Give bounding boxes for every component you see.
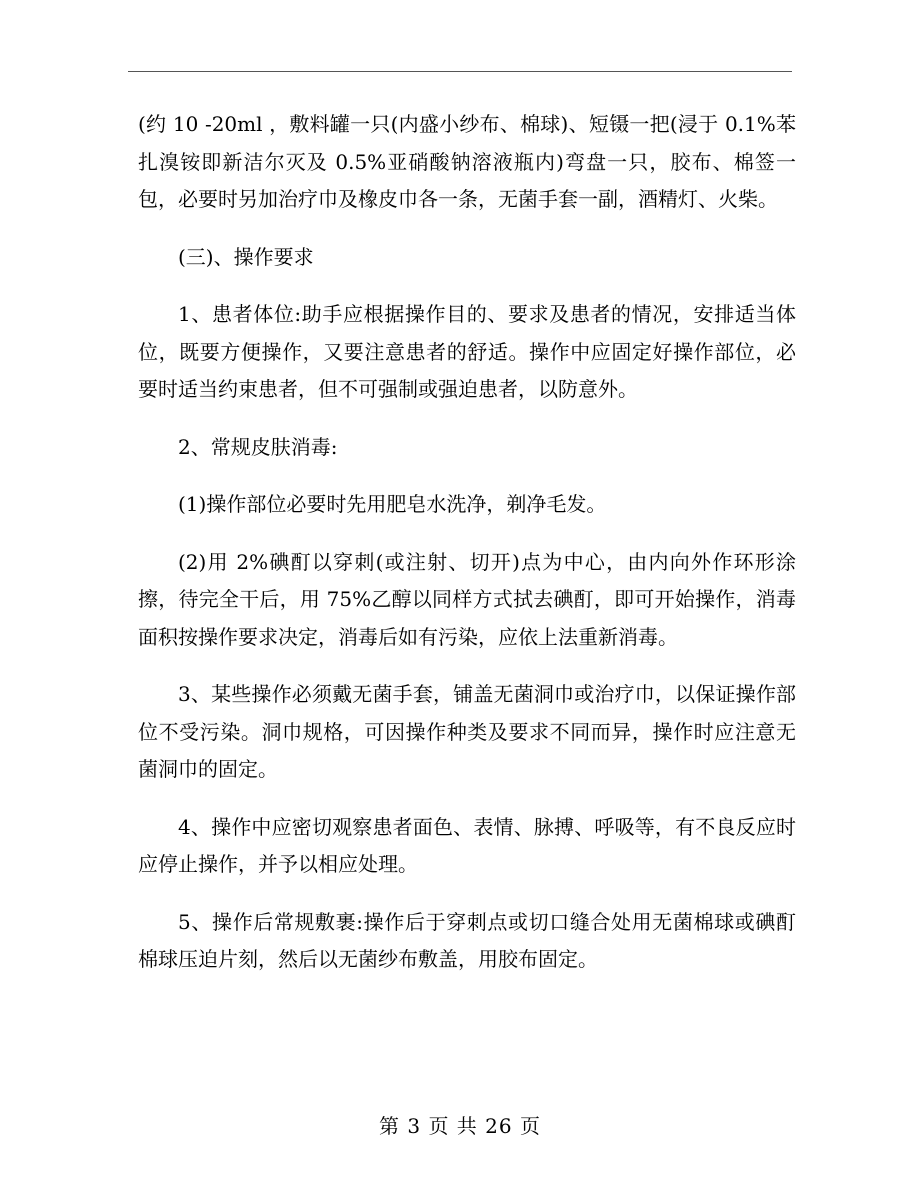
header-rule <box>128 71 792 72</box>
body-text <box>138 106 796 999</box>
paragraph-skin-disinfection-heading: 2、常规皮肤消毒: <box>178 434 338 459</box>
paragraph-observe-patient: 4、操作中应密切观察患者面色、表情、脉搏、呼吸等，有不良反应时应停止操作，并予以相应处理。 <box>138 814 796 876</box>
paragraph-disinfection-step-1: (1)操作部位必要时先用肥皂水洗净，剃净毛发。 <box>178 492 607 516</box>
paragraph-patient-position: 1、患者体位:助手应根据操作目的、要求及患者的情况，安排适当体位，既要方便操作，又要注意患者的舒适。操作中应固定好操作部位，必要时适当约束患者，但不可强制或强迫患者，以防意外。 <box>138 302 796 401</box>
paragraph-sterile-gloves: 3、某些操作必须戴无菌手套，铺盖无菌洞巾或治疗巾，以保证操作部位不受污染。洞巾规格，可因操作种类及要求不同而异，操作时应注意无菌洞巾的固定。 <box>138 682 796 781</box>
paragraph-post-operation-dressing: 5、操作后常规敷裹:操作后于穿刺点或切口缝合处用无菌棉球或碘酊棉球压迫片刻，然后以无菌纱布敷盖，用胶布固定。 <box>138 909 796 971</box>
paragraph-materials-continued: (约 10 -20ml ，敷料罐一只(内盛小纱布、棉球)、短镊一把(浸于 0.1%苯扎溴铵即新洁尔灭及 0.5%亚硝酸钠溶液瓶内)弯盘一只，胶布、棉签一包，必要时另加治疗巾及橡皮巾各一条，无菌手套一副，酒精灯、火柴。 <box>138 112 796 211</box>
section-heading-operation-requirements: (三)、操作要求 <box>178 244 314 269</box>
paragraph-disinfection-step-2: (2)用 2%碘酊以穿刺(或注射、切开)点为中心，由内向外作环形涂擦，待完全干后，用 75%乙醇以同样方式拭去碘酊，即可开始操作，消毒面积按操作要求决定，消毒后如有污染，应依上法重新消毒。 <box>138 549 796 649</box>
page-number-footer: 第 3 页 共 26 页 <box>379 1114 541 1138</box>
